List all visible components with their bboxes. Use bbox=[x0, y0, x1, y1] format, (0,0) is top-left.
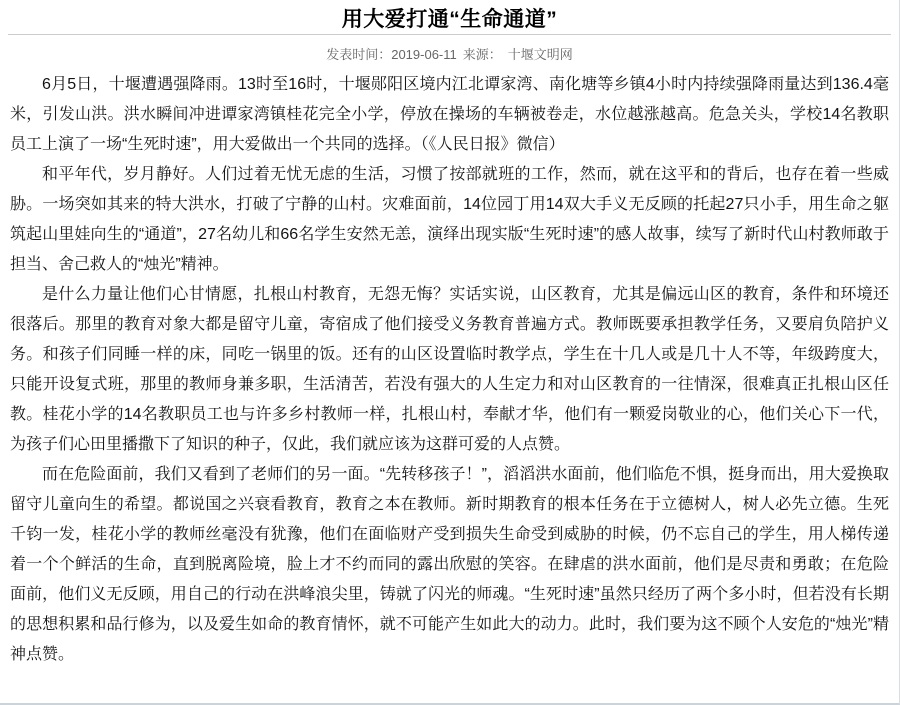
source-label: 来源： bbox=[462, 47, 502, 62]
page-title: 用大爱打通“生命通道” bbox=[341, 8, 558, 31]
article-meta bbox=[0, 35, 899, 63]
publish-date: 2019-06-11 bbox=[391, 47, 457, 62]
article-paragraph: 是什么力量让他们心甘情愿，扎根山村教育，无怨无悔？实话实说，山区教育，尤其是偏远山区的教育，条件和环境还很落后。那里的教育对象大都是留守儿童，寄宿成了他们接受义务教育普遍方式。教师既要承担教学任务，又要肩负陪护义务。和孩子们同睡一样的床，同吃一锅里的饭。还有的山区设置临时教学点，学生在十几人或是几十人不等，年级跨度大，只能开设复式班，那里的教师身兼多职，生活清苦，若没有强大的人生定力和对山区教育的一往情深，很难真正扎根山区任教。桂花小学的14名教职员工也与许多乡村教师一样，扎根山村，奉献才华，他们有一颗爱岗敬业的心，他们关心下一代，为孩子们心田里播撒下了知识的种子，仅此，我们就应该为这群可爱的人点赞。 bbox=[10, 286, 889, 453]
article-body bbox=[0, 70, 899, 670]
article-paragraph: 而在危险面前，我们又看到了老师们的另一面。“先转移孩子！”，滔滔洪水面前，他们临危不惧，挺身而出，用大爱换取留守儿童向生的希望。都说国之兴衰看教育，教育之本在教师。新时期教育的根本任务在于立德树人，树人必先立德。生死千钧一发，桂花小学的教师丝毫没有犹豫，他们在面临财产受到损失生命受到威胁的时候，仍不忘自己的学生，用人梯传递着一个个鲜活的生命，直到脱离险境，脸上才不约而同的露出欣慰的笑容。在肆虐的洪水面前，他们是尽责和勇敢；在危险面前，他们义无反顾，用自己的行动在洪峰浪尖里，铸就了闪光的师魂。“生死时速”虽然只经历了两个多小时，但若没有长期的思想积累和品行修为，以及爱生如命的教育情怀，就不可能产生如此大的动力。此时，我们要为这不顾个人安危的“烛光”精神点赞。 bbox=[10, 466, 889, 663]
article-paragraph: 和平年代，岁月静好。人们过着无忧无虑的生活，习惯了按部就班的工作，然而，就在这平和的背后，也存在着一些威胁。一场突如其来的特大洪水，打破了宁静的山村。灾难面前，14位园丁用14双大手义无反顾的托起27只小手，用生命之躯筑起山里娃向生的“通道”，27名幼儿和66名学生安然无恙，演绎出现实版“生死时速”的感人故事，续写了新时代山村教师敢于担当、舍己救人的“烛光”精神。 bbox=[10, 166, 889, 273]
source-name: 十堰文明网 bbox=[507, 47, 573, 62]
publish-time-label: 发表时间： bbox=[326, 47, 392, 62]
article-paragraph: 6月5日，十堰遭遇强降雨。13时至16时，十堰郧阳区境内江北谭家湾、南化塘等乡镇4小时内持续强降雨量达到136.4毫米，引发山洪。洪水瞬间冲进谭家湾镇桂花完全小学，停放在操场的车辆被卷走，水位越涨越高。危急关头，学校14名教职员工上演了一场“生死时速”，用大爱做出一个共同的选择。（《人民日报》微信） bbox=[10, 76, 889, 153]
